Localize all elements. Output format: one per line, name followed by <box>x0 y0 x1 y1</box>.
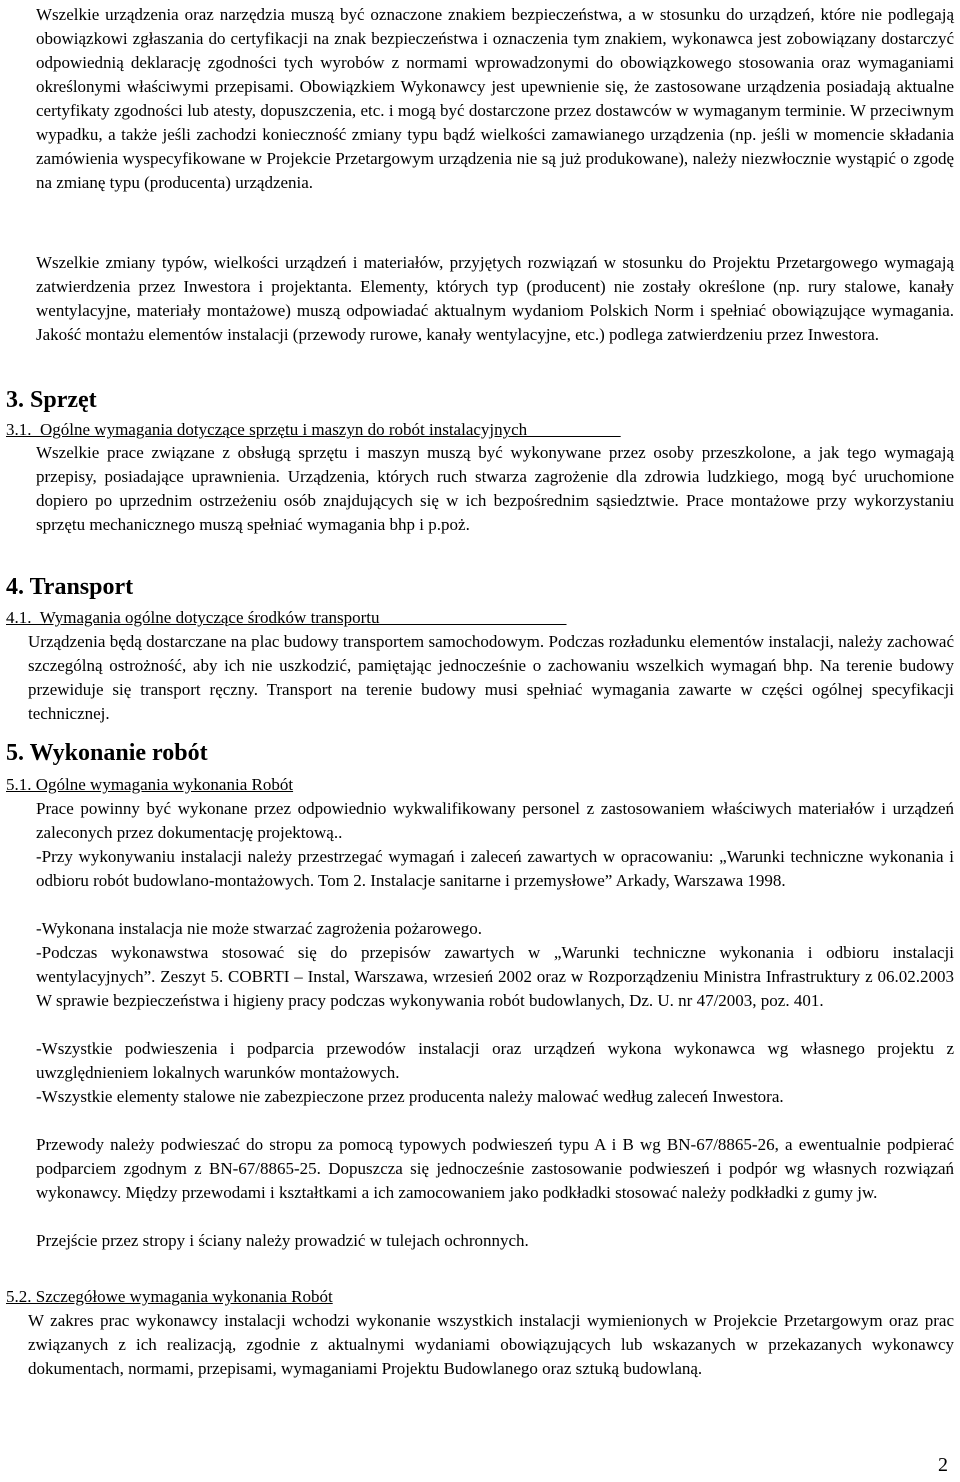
subsection-heading-3-1: 3.1. Ogólne wymagania dotyczące sprzętu i maszyn do robót instalacyjnych <box>6 420 621 439</box>
paragraph-personnel: Prace powinny być wykonane przez odpowiednio wykwalifikowany personel z zastosowaniem właściwych materiałów i urządzeń zaleconych przez dokumentację projektową.. <box>36 799 954 842</box>
subsection-heading-5-1: 5.1. Ogólne wymagania wykonania Robót <box>6 775 294 794</box>
paragraph-transport: Urządzenia będą dostarczane na plac budowy transportem samochodowym. Podczas rozładunku elementów instalacji, należy zachować szczególną ostrożność, aby ich nie uszkodzić, pamiętając jednocześnie o zachowaniu wszelkich wymagań bhp. Na terenie budowy przewiduje się transport ręczny. Transport na terenie budowy musi spełniać wymagania zawarte w części ogólnej specyfikacji technicznej. <box>28 632 954 723</box>
paragraph-changes: Wszelkie zmiany typów, wielkości urządzeń i materiałów, przyjętych rozwiązań w stosunku do Projektu Przetargowego wymagają zatwierdzenia przez Inwestora i projektanta. Elementy, których typ (producent) nie zostały określone (np. rury stalowe, kanały wentylacyjne, materiały montażowe) muszą odpowiadać aktualnym wydaniom Polskich Norm i spełniać obowiązujące wymagania. Jakość montażu elementów instalacji (przewody rurowe, kanały wentylacyjne, etc.) podlega zatwierdzeniu przez Inwestora. <box>36 253 954 344</box>
paragraph-sleeves: Przejście przez stropy i ściany należy prowadzić w tulejach ochronnych. <box>36 1231 529 1250</box>
paragraph-supports: -Wszystkie podwieszenia i podparcia przewodów instalacji oraz urządzeń wykona wykonawca wg własnego projektu z uwzględnieniem lokalnych warunków montażowych. <box>36 1039 954 1082</box>
section-heading-4: 4. Transport <box>6 574 134 600</box>
page-number: 2 <box>938 1454 948 1476</box>
section-heading-3: 3. Sprzęt <box>6 387 97 413</box>
paragraph-painting: -Wszystkie elementy stalowe nie zabezpieczone przez producenta należy malować według zaleceń Inwestora. <box>36 1087 784 1106</box>
paragraph-regulations: -Podczas wykonawstwa stosować się do przepisów zawartych w „Warunki techniczne wykonania i odbioru instalacji wentylacyjnych”. Zeszyt 5. COBRTI – Instal, Warszawa, wrzesień 2002 oraz w Rozporządzeniu Ministra Infrastruktury z 06.02.2003 W sprawie bezpieczeństwa i higieny pracy podczas wykonywania robót budowlanych, Dz. U. nr 47/2003, poz. 401. <box>36 943 954 1010</box>
paragraph-equipment: Wszelkie prace związane z obsługą sprzętu i maszyn muszą być wykonywane przez osoby przeszkolone, a jak tego wymagają przepisy, posiadające uprawnienia. Urządzenia, których ruch stwarza zagrożenie dla zdrowia ludzkiego, mogą być uruchomione dopiero po uprzednim ostrzeżeniu osób znajdujących się w ich bezpośrednim sąsiedztwie. Prace montażowe przy wykorzystaniu sprzętu mechanicznego muszą spełniać wymagania bhp i p.poż. <box>36 443 954 534</box>
paragraph-scope: W zakres prac wykonawcy instalacji wchodzi wykonanie wszystkich instalacji wymienionych w Projekcie Przetargowym oraz prac związanych z ich realizacją, zgodnie z aktualnymi wydaniami obowiązujących lub wskazanych w przekazanych wykonawcy dokumentach, normami, przepisami, wymaganiami Projektu Budowlanego oraz sztuką budowlaną. <box>28 1311 954 1378</box>
subsection-heading-5-2: 5.2. Szczegółowe wymagania wykonania Robót <box>6 1287 333 1306</box>
subsection-heading-4-1: 4.1. Wymagania ogólne dotyczące środków transportu <box>6 608 567 627</box>
paragraph-certification: Wszelkie urządzenia oraz narzędzia muszą być oznaczone znakiem bezpieczeństwa, a w stosunku do urządzeń, które nie podlegają obowiązkowi zgłaszania do certyfikacji na znak bezpieczeństwa i oznaczenia tym znakiem, wykonawca jest zobowiązany dostarczyć odpowiednią deklarację zgodności tych wyrobów z normami wprowadzonymi do obowiązkowego stosowania oraz wymaganiami określonymi właściwymi przepisami. Obowiązkiem Wykonawcy jest upewnienie się, że zastosowane urządzenia posiadają aktualne certyfikaty zgodności lub atesty, dopuszczenia, etc. i mogą być dostarczone przez dostawców w wymaganym terminie. W przeciwnym wypadku, a także jeśli zachodzi konieczność zmiany typu bądź wielkości zamawianego urządzenia (np. jeśli w momencie składania zamówienia wyspecyfikowane w Projekcie Przetargowym urządzenia nie są już produkowane), należy niezwłocznie wystąpić o zgodę na zmianę typu (producenta) urządzenia. <box>36 5 954 192</box>
paragraph-hangers: Przewody należy podwieszać do stropu za pomocą typowych podwieszeń typu A i B wg BN-67/8865-26, a ewentualnie podpierać podparciem zgodnym z BN-67/8865-25. Dopuszcza się jednocześnie zastosowanie podwieszeń i podpór wg własnych rozwiązań wykonawcy. Między przewodami i kształtkami a ich zamocowaniem jako podkładki stosować należy podkładki z gumy jw. <box>36 1135 954 1202</box>
section-heading-5: 5. Wykonanie robót <box>6 740 208 766</box>
paragraph-warunki: -Przy wykonywaniu instalacji należy przestrzegać wymagań i zaleceń zawartych w opracowaniu: „Warunki techniczne wykonania i odbioru robót budowlano-montażowych. Tom 2. Instalacje sanitarne i przemysłowe” Arkady, Warszawa 1998. <box>36 847 954 890</box>
paragraph-fire: -Wykonana instalacja nie może stwarzać zagrożenia pożarowego. <box>36 919 482 938</box>
